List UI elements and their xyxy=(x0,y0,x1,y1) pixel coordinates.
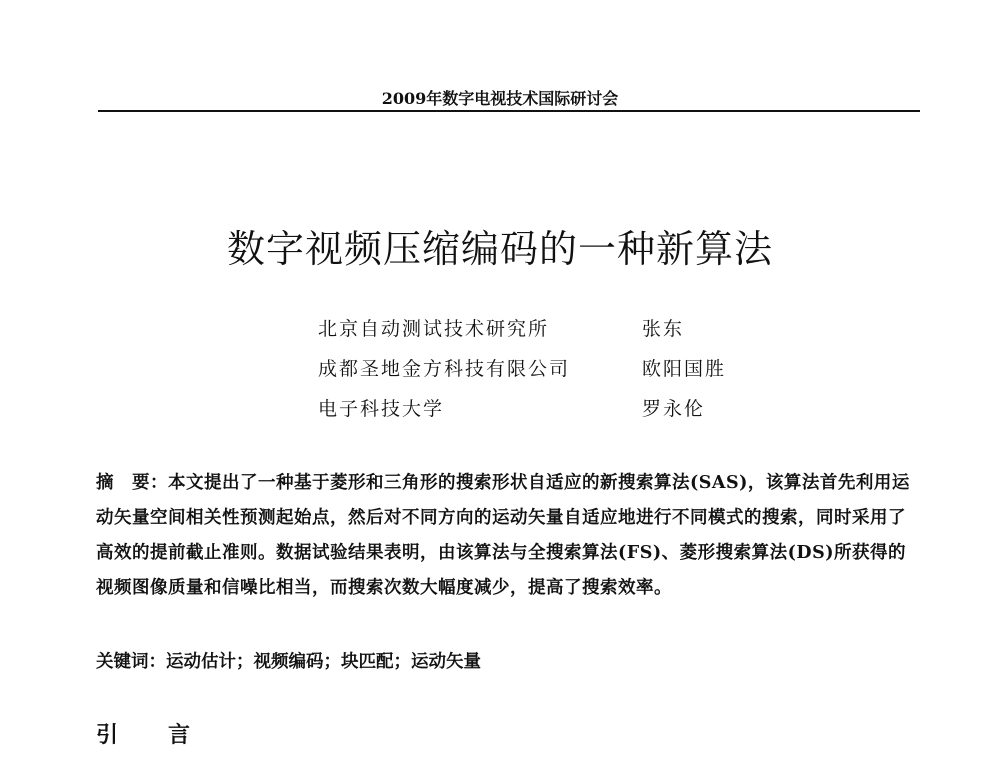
author-name: 罗永伦 xyxy=(642,398,706,420)
paper-title: 数字视频压缩编码的一种新算法 xyxy=(226,227,773,271)
header-rule xyxy=(98,110,920,112)
section-heading: 引 言 xyxy=(96,723,205,748)
author-affiliation: 北京自动测试技术研究所 xyxy=(318,318,550,340)
author-name: 欧阳国胜 xyxy=(642,358,727,380)
abstract-text: 本文提出了一种基于菱形和三角形的搜索形状自适应的新搜索算法(SAS)，该算法首先利用运动矢量空间相关性预测起始点，然后对不同方向的运动矢量自适应地进行不同模式的搜索，同时采用了高效的提前截止准则。数据试验结果表明，由该算法与全搜索算法(FS)、菱形搜索算法(DS)所获得的视频图像质量和信噪比相当，而搜索次数大幅度减少，提高了搜索效率。 xyxy=(96,473,910,598)
author-affiliation: 电子科技大学 xyxy=(318,398,445,420)
abstract xyxy=(96,466,920,606)
author-name: 张东 xyxy=(642,318,685,340)
keywords-text: 运动估计；视频编码；块匹配；运动矢量 xyxy=(166,652,481,672)
author-affiliation: 成都圣地金方科技有限公司 xyxy=(318,358,571,380)
keywords xyxy=(96,648,920,673)
keywords-label: 关键词： xyxy=(96,652,166,672)
conference-header: 2009年数字电视技术国际研讨会 xyxy=(381,89,619,108)
abstract-label: 摘 要： xyxy=(96,473,168,493)
